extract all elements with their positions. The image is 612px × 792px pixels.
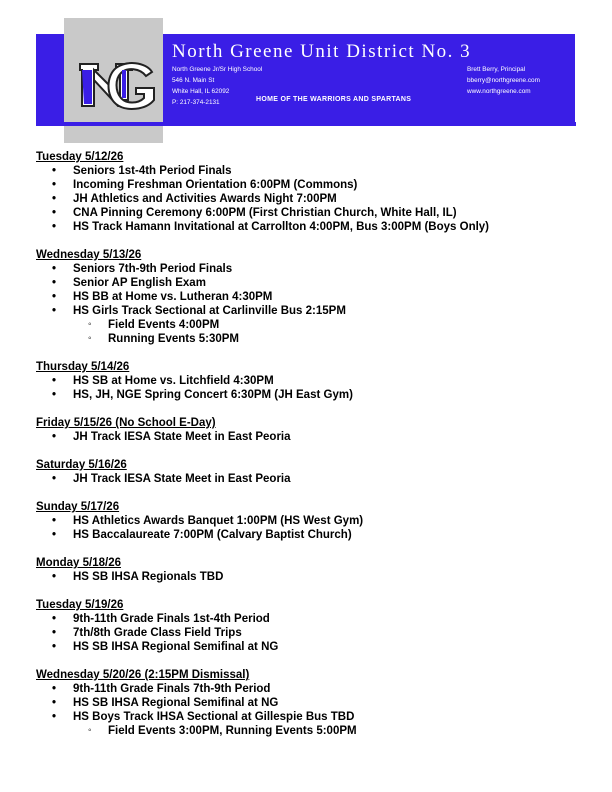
day-heading: Saturday 5/16/26 xyxy=(36,459,127,471)
weekly-schedule xyxy=(36,150,576,752)
event-item: • HS, JH, NGE Spring Concert 6:30PM (JH East Gym) xyxy=(36,388,576,402)
day-heading: Tuesday 5/19/26 xyxy=(36,599,124,611)
school-website: www.northgreene.com xyxy=(467,88,531,95)
event-item: • JH Track IESA State Meet in East Peoria xyxy=(36,430,576,444)
event-item: • 9th-11th Grade Finals 7th-9th Period xyxy=(36,682,576,696)
day-block xyxy=(36,150,576,234)
event-item: • HS SB at Home vs. Litchfield 4:30PM xyxy=(36,374,576,388)
tagline: HOME OF THE WARRIORS AND SPARTANS xyxy=(256,96,412,103)
day-block xyxy=(36,458,576,486)
day-block xyxy=(36,416,576,444)
event-item: • Incoming Freshman Orientation 6:00PM (Commons) xyxy=(36,178,576,192)
school-name: North Greene Jr/Sr High School xyxy=(172,66,263,73)
school-contact xyxy=(172,64,262,108)
event-item: • HS Boys Track IHSA Sectional at Gillespie Bus TBD xyxy=(36,710,576,724)
event-item: • HS Athletics Awards Banquet 1:00PM (HS West Gym) xyxy=(36,514,576,528)
school-city: White Hall, IL 62092 xyxy=(172,88,230,95)
day-block xyxy=(36,668,576,738)
event-item: • HS SB IHSA Regional Semifinal at NG xyxy=(36,696,576,710)
event-item: • Seniors 7th-9th Period Finals xyxy=(36,262,576,276)
event-item: • 9th-11th Grade Finals 1st-4th Period xyxy=(36,612,576,626)
principal-name: Brett Berry, Principal xyxy=(467,66,526,73)
event-item: • HS SB IHSA Regionals TBD xyxy=(36,570,576,584)
event-item: • CNA Pinning Ceremony 6:00PM (First Christian Church, White Hall, IL) xyxy=(36,206,576,220)
event-item: • JH Track IESA State Meet in East Peoria xyxy=(36,472,576,486)
day-block xyxy=(36,598,576,654)
event-item: • HS SB IHSA Regional Semifinal at NG xyxy=(36,640,576,654)
day-block xyxy=(36,556,576,584)
day-heading: Friday 5/15/26 (No School E-Day) xyxy=(36,417,216,429)
event-item: • 7th/8th Grade Class Field Trips xyxy=(36,626,576,640)
day-block xyxy=(36,360,576,402)
event-item: • JH Athletics and Activities Awards Night 7:00PM xyxy=(36,192,576,206)
event-item: • Senior AP English Exam xyxy=(36,276,576,290)
day-heading: Thursday 5/14/26 xyxy=(36,361,130,373)
day-block xyxy=(36,248,576,346)
school-address: 546 N. Main St xyxy=(172,77,215,84)
day-heading: Wednesday 5/13/26 xyxy=(36,249,142,261)
event-sub-item: ◦ Running Events 5:30PM xyxy=(36,332,576,346)
day-heading: Tuesday 5/12/26 xyxy=(36,151,124,163)
event-item: • Seniors 1st-4th Period Finals xyxy=(36,164,576,178)
event-item: • HS BB at Home vs. Lutheran 4:30PM xyxy=(36,290,576,304)
day-heading: Monday 5/18/26 xyxy=(36,557,122,569)
event-sub-item: ◦ Field Events 4:00PM xyxy=(36,318,576,332)
event-item: • HS Track Hamann Invitational at Carrollton 4:00PM, Bus 3:00PM (Boys Only) xyxy=(36,220,576,234)
district-title: North Greene Unit District No. 3 xyxy=(172,41,472,62)
header-divider xyxy=(36,122,576,126)
ng-logo-icon xyxy=(66,58,160,112)
event-sub-item: ◦ Field Events 3:00PM, Running Events 5:00PM xyxy=(36,724,576,738)
principal-email: bberry@northgreene.com xyxy=(467,77,540,84)
event-item: • HS Baccalaureate 7:00PM (Calvary Baptist Church) xyxy=(36,528,576,542)
day-block xyxy=(36,500,576,542)
day-heading: Wednesday 5/20/26 (2:15PM Dismissal) xyxy=(36,669,250,681)
event-item: • HS Girls Track Sectional at Carlinville Bus 2:15PM xyxy=(36,304,576,318)
day-heading: Sunday 5/17/26 xyxy=(36,501,120,513)
school-phone: P: 217-374-2131 xyxy=(172,99,220,106)
principal-contact xyxy=(467,64,540,97)
